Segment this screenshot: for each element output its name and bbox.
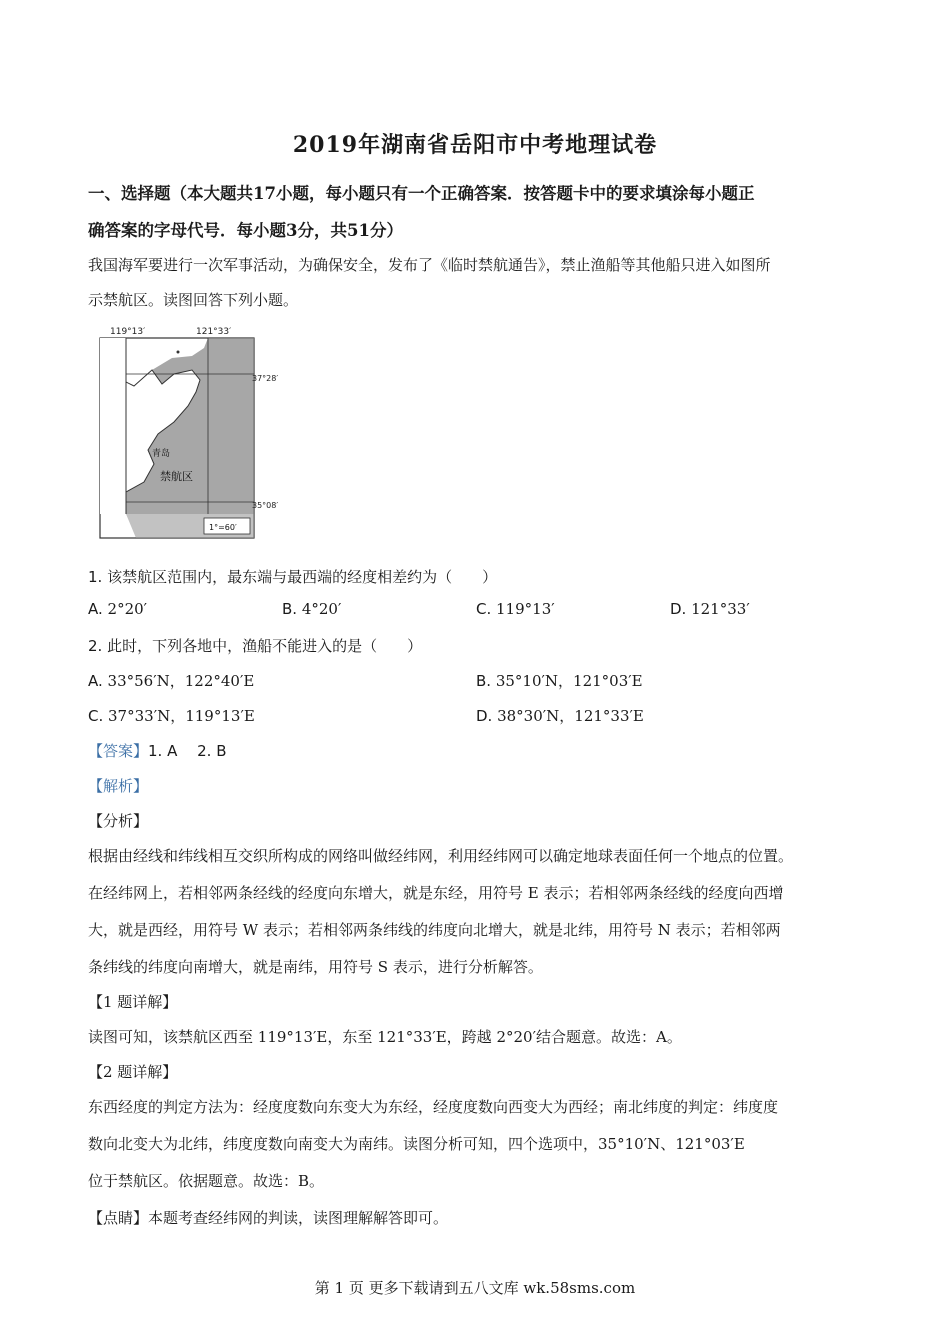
- detail2-line3: 位于禁航区。依据题意。故选：B。: [88, 1172, 325, 1190]
- q1-option-d[interactable]: D. 121°33′: [670, 600, 750, 618]
- intro-line2: 示禁航区。读图回答下列小题。: [88, 291, 299, 309]
- q1-stem: [88, 566, 497, 587]
- page-title: 2019年湖南省岳阳市中考地理试卷: [292, 132, 658, 158]
- restricted-zone-map: [96, 322, 286, 544]
- fenxi-line2: 在经纬网上，若相邻两条经线的经度向东增大，就是东经，用符号 E 表示；若相邻两条经线的经度向西增: [88, 884, 784, 902]
- q2-option-c[interactable]: C. 37°33′N，119°13′E: [88, 707, 255, 725]
- q1-option-a[interactable]: A. 2°20′: [88, 600, 148, 618]
- lat-top-label: 37°28′: [252, 374, 279, 383]
- answer-label: 【答案】: [88, 742, 149, 760]
- fenxi-label: 【分析】: [88, 812, 149, 830]
- q2-option-d[interactable]: D. 38°30′N，121°33′E: [476, 707, 644, 725]
- detail1-text: 读图可知，该禁航区西至 119°13′E，东至 121°33′E，跨越 2°20′结合题意。故选：A。: [88, 1028, 682, 1046]
- fenxi-line3: 大，就是西经，用符号 W 表示；若相邻两条纬线的纬度向北增大，就是北纬，用符号 N 表示；若相邻两: [88, 921, 781, 939]
- q2-text: 2. 此时，下列各地中，渔船不能进入的是（ ）: [88, 637, 423, 655]
- dianjing-text: 本题考查经纬网的判读，读图理解解答即可。: [148, 1209, 449, 1227]
- intro-line1: 我国海军要进行一次军事活动，为确保安全，发布了《临时禁航通告》，禁止渔船等其他船只进入如图所: [88, 256, 771, 274]
- detail1-label: 【1 题详解】: [88, 993, 178, 1011]
- detail2-line1: 东西经度的判定方法为：经度度数向东变大为东经，经度度数向西变大为西经；南北纬度的判定：纬度度: [88, 1098, 779, 1116]
- dianjing-line: [88, 1207, 448, 1228]
- dianjing-label: 【点睛】: [88, 1209, 149, 1227]
- section-heading-line2: 确答案的字母代号．每小题3分，共51分）: [88, 221, 403, 240]
- q2-option-b[interactable]: B. 35°10′N，121°03′E: [476, 672, 643, 690]
- lat-bottom-label: 35°08′: [252, 501, 279, 510]
- lon-left-label: 119°13′: [110, 327, 146, 337]
- analysis-label: 【解析】: [88, 777, 149, 795]
- city-label: 青岛: [152, 449, 171, 459]
- detail2-line2: 数向北变大为北纬，纬度度数向南变大为南纬。读图分析可知，四个选项中，35°10′N、121°03′E: [88, 1135, 745, 1153]
- fenxi-line4: 条纬线的纬度向南增大，就是南纬，用符号 S 表示，进行分析解答。: [88, 958, 543, 976]
- scale-label: 1°=60′: [209, 523, 237, 532]
- answer-text: 1. A 2. B: [148, 742, 227, 760]
- q1-text: 1. 该禁航区范围内，最东端与最西端的经度相差约为（ ）: [88, 568, 498, 586]
- detail2-label: 【2 题详解】: [88, 1063, 178, 1081]
- q1-option-b[interactable]: B. 4°20′: [282, 600, 342, 618]
- lon-right-label: 121°33′: [196, 327, 232, 337]
- q2-option-a[interactable]: A. 33°56′N，122°40′E: [88, 672, 255, 690]
- answer-line: [88, 740, 227, 761]
- page-footer: 第 1 页 更多下载请到五八文库 wk.58sms.com: [314, 1279, 636, 1297]
- zone-label: 禁航区: [160, 470, 193, 483]
- fenxi-line1: 根据由经线和纬线相互交织所构成的网络叫做经纬网，利用经纬网可以确定地球表面任何一个地点的位置。: [88, 847, 794, 865]
- section-heading-line1: 一、选择题（本大题共17小题，每小题只有一个正确答案．按答题卡中的要求填涂每小题正: [88, 184, 755, 203]
- q2-stem: [88, 635, 422, 656]
- q1-option-c[interactable]: C. 119°13′: [476, 600, 555, 618]
